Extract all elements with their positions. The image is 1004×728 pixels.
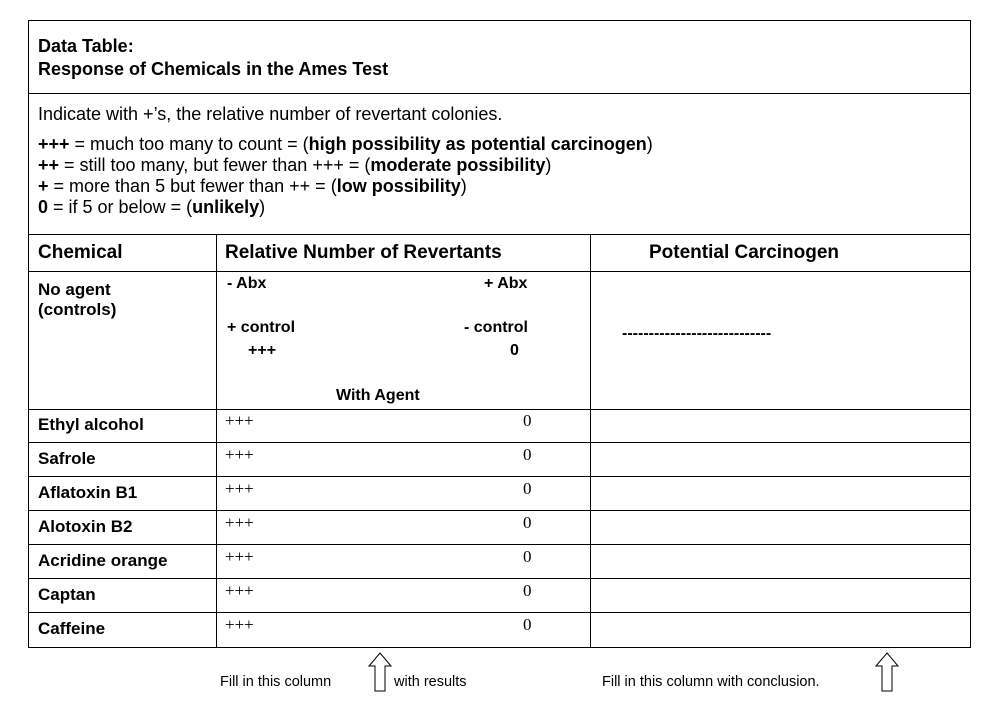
legend-line xyxy=(38,134,653,154)
instruction-intro: Indicate with +’s, the relative number of revertant colonies. xyxy=(38,104,503,124)
chemical-name: Aflatoxin B1 xyxy=(38,483,138,502)
plus-abx-label: + Abx xyxy=(484,275,528,292)
minus-abx-value: +++ xyxy=(225,411,254,430)
footer-note-conclusion: Fill in this column with conclusion. xyxy=(602,674,820,690)
plus-abx-value: 0 xyxy=(523,615,532,634)
legend-meaning: low possibility xyxy=(336,176,461,196)
row-divider xyxy=(29,578,970,579)
header-divider xyxy=(29,271,970,272)
minus-abx-value: +++ xyxy=(225,479,254,498)
plus-abx-value: 0 xyxy=(523,581,532,600)
column-divider xyxy=(216,234,217,648)
legend-text: ) xyxy=(646,134,653,154)
legend-symbol: 0 xyxy=(38,197,49,217)
minus-abx-value: +++ xyxy=(225,581,254,600)
legend-symbol: ++ xyxy=(38,155,60,175)
table-title-line1: Data Table: xyxy=(38,36,134,56)
minus-abx-value: +++ xyxy=(225,513,254,532)
legend-text: = still too many, but fewer than +++ = ( xyxy=(59,155,371,175)
column-header-carcinogen: Potential Carcinogen xyxy=(649,242,840,263)
footer-note-results: Fill in this column xyxy=(220,674,332,690)
controls-label: No agent xyxy=(38,280,111,299)
plus-abx-value: 0 xyxy=(523,479,532,498)
minus-abx-value: +++ xyxy=(225,445,254,464)
legend-text: = if 5 or below = ( xyxy=(48,197,193,217)
minus-abx-label: - Abx xyxy=(227,275,267,292)
minus-control-label: - control xyxy=(464,319,528,336)
chemical-name: Safrole xyxy=(38,449,96,468)
controls-label: (controls) xyxy=(38,300,117,319)
row-divider xyxy=(29,612,970,613)
minus-abx-value: +++ xyxy=(225,615,254,634)
column-header-chemical: Chemical xyxy=(38,242,123,263)
legend-line xyxy=(38,155,551,175)
legend-meaning: moderate possibility xyxy=(370,155,546,175)
plus-abx-value: 0 xyxy=(523,547,532,566)
legend-meaning: unlikely xyxy=(192,197,260,217)
row-divider xyxy=(29,544,970,545)
minus-control-value: 0 xyxy=(510,342,519,359)
plus-control-label: + control xyxy=(227,319,296,336)
legend-text: ) xyxy=(545,155,552,175)
column-divider xyxy=(590,234,591,648)
with-agent-label: With Agent xyxy=(336,387,420,404)
ames-data-table xyxy=(28,20,971,648)
chemical-name: Caffeine xyxy=(38,619,106,638)
footer-note-results-end: with results xyxy=(394,674,467,690)
chemical-name: Alotoxin B2 xyxy=(38,517,133,536)
legend-text: = more than 5 but fewer than ++ = ( xyxy=(48,176,337,196)
legend-meaning: high possibility as potential carcinogen xyxy=(308,134,647,154)
instructions-divider xyxy=(29,234,970,235)
row-divider xyxy=(29,409,970,410)
plus-control-value: +++ xyxy=(248,342,277,359)
plus-abx-value: 0 xyxy=(523,513,532,532)
legend-line xyxy=(38,176,467,196)
chemical-name: Ethyl alcohol xyxy=(38,415,144,434)
plus-abx-value: 0 xyxy=(523,445,532,464)
plus-abx-value: 0 xyxy=(523,411,532,430)
table-title-line2: Response of Chemicals in the Ames Test xyxy=(38,59,389,79)
up-arrow-icon xyxy=(368,652,392,692)
title-divider xyxy=(29,93,970,94)
column-header-revertants: Relative Number of Revertants xyxy=(225,242,502,263)
row-divider xyxy=(29,510,970,511)
legend-symbol: + xyxy=(38,176,49,196)
chemical-name: Acridine orange xyxy=(38,551,168,570)
legend-text: ) xyxy=(460,176,467,196)
up-arrow-icon xyxy=(875,652,899,692)
row-divider xyxy=(29,442,970,443)
minus-abx-value: +++ xyxy=(225,547,254,566)
chemical-name: Captan xyxy=(38,585,96,604)
legend-symbol: +++ xyxy=(38,134,70,154)
legend-text: = much too many to count = ( xyxy=(69,134,309,154)
row-divider xyxy=(29,476,970,477)
legend-line xyxy=(38,197,265,217)
controls-carcinogen-dashes: ---------------------------- xyxy=(622,325,772,342)
legend-text: ) xyxy=(259,197,266,217)
